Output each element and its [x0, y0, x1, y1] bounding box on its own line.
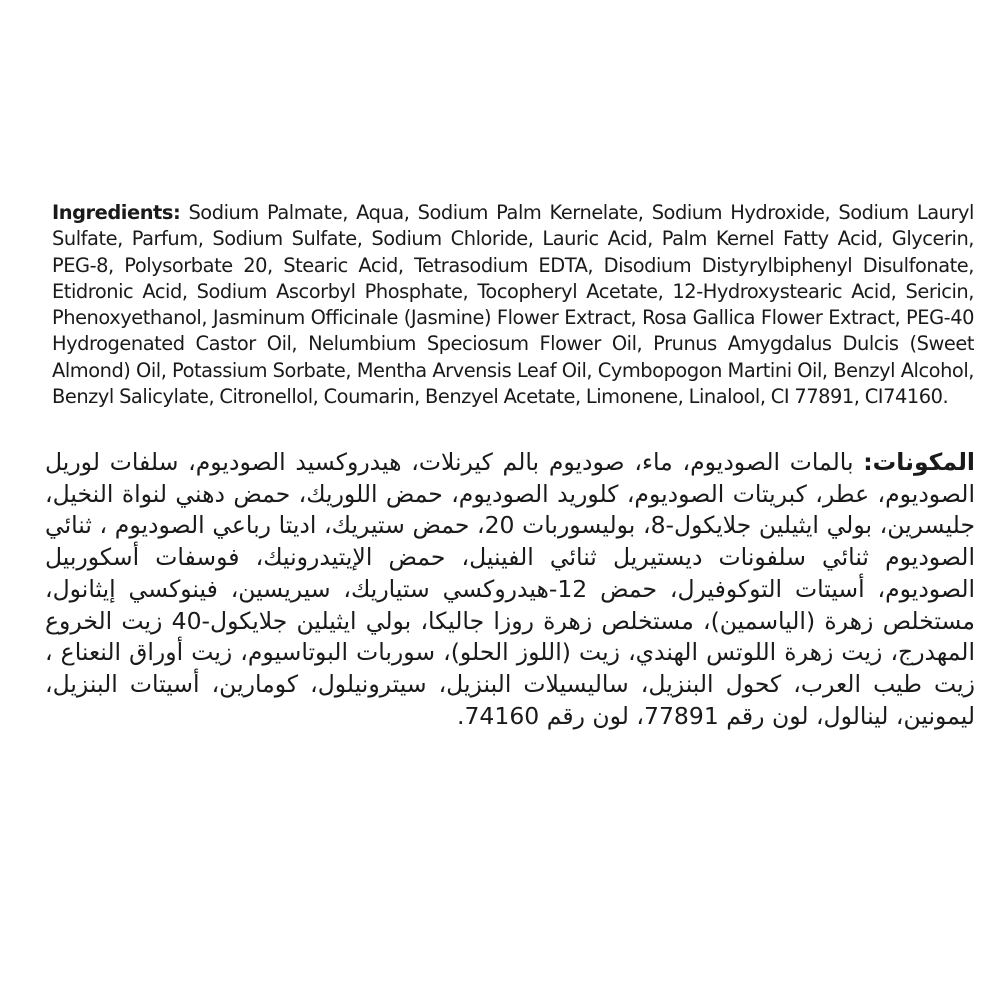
- ingredients-english: [52, 200, 974, 410]
- ingredients-label-english: Ingredients:: [52, 201, 181, 224]
- ingredients-list-english: Sodium Palmate, Aqua, Sodium Palm Kernelate, Sodium Hydroxide, Sodium Lauryl Sulfate, Parfum, Sodium Sulfate, Sodium Chloride, Lauric Acid, Palm Kernel Fatty Acid, Glycerin, PEG-8, Polysorbate 20, Stearic Acid, Tetrasodium EDTA, Disodium Distyrylbiphenyl Disulfonate, Etidronic Acid, Sodium Ascorbyl Phosphate, Tocopheryl Acetate, 12-Hydroxystearic Acid, Sericin, Phenoxyethanol, Jasminum Officinale (Jasmine) Flower Extract, Rosa Gallica Flower Extract, PEG-40 Hydrogenated Castor Oil, Nelumbium Speciosum Flower Oil, Prunus Amygdalus Dulcis (Sweet Almond) Oil, Potassium Sorbate, Mentha Arvensis Leaf Oil, Cymbopogon Martini Oil, Benzyl Alcohol, Benzyl Salicylate, Citronellol, Coumarin, Benzyel Acetate, Limonene, Linalool, CI 77891, CI74160.: [52, 201, 974, 409]
- ingredients-label-arabic: المكونات:: [863, 448, 975, 476]
- ingredients-list-arabic: بالمات الصوديوم، ماء، صوديوم بالم كيرنلات، هيدروكسيد الصوديوم، سلفات لوريل الصوديوم، عطر، كبريتات الصوديوم، كلوريد الصوديوم، حمض اللوريك، حمض دهني لنواة النخيل، جليسرين، بولي ايثيلين جلايكول-8، بوليسوربات 20، حمض ستيريك، اديتا رباعي الصوديوم ، ثنائي الصوديوم ثنائي سلفونات ديستيريل ثنائي الفينيل، حمض الإيتيدرونيك، فوسفات أسكوربيل الصوديوم، أسيتات التوكوفيرل، حمض 12-هيدروكسي ستياريك، سيريسين، فينوكسي إيثانول، مستخلص زهرة (الياسمين)، مستخلص زهرة روزا جاليكا، بولي ايثيلين جلايكول-40 زيت الخروع المهدرج، زيت زهرة اللوتس الهندي، زيت (اللوز الحلو)، سوربات البوتاسيوم، زيت أوراق النعناع ، زيت طيب العرب، كحول البنزيل، ساليسيلات البنزيل، سيترونيلول، كومارين، أسيتات البنزيل، ليمونين، لينالول، لون رقم 77891، لون رقم 74160.: [45, 448, 976, 730]
- ingredients-arabic: [45, 447, 975, 732]
